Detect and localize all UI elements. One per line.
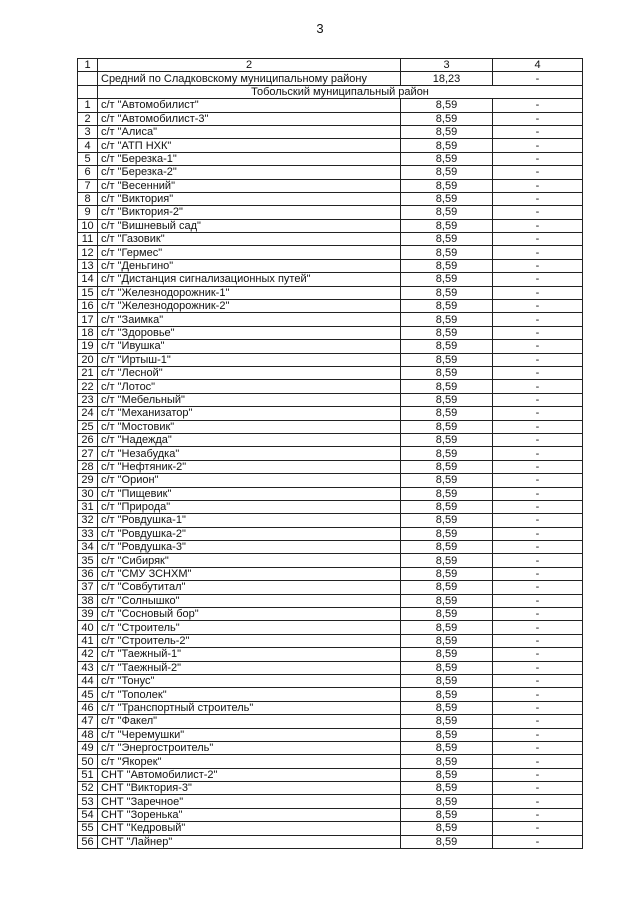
table-row <box>78 608 583 621</box>
table-row <box>78 795 583 808</box>
row-col4: - <box>493 206 583 219</box>
table-row <box>78 715 583 728</box>
row-number: 52 <box>78 782 98 795</box>
row-value: 8,59 <box>401 835 493 848</box>
row-col4: - <box>493 353 583 366</box>
row-number: 23 <box>78 393 98 406</box>
row-number: 56 <box>78 835 98 848</box>
row-name: с/т "Автомобилист-3" <box>98 112 401 125</box>
row-name: с/т "Вишневый сад" <box>98 219 401 232</box>
table-row <box>78 407 583 420</box>
row-col4: - <box>493 594 583 607</box>
row-name: с/т "Железнодорожник-2" <box>98 300 401 313</box>
table-row <box>78 822 583 835</box>
row-name: с/т "Ровдушка-3" <box>98 541 401 554</box>
row-value: 8,59 <box>401 728 493 741</box>
tariff-table <box>77 58 583 849</box>
table-row <box>78 313 583 326</box>
row-col4: - <box>493 554 583 567</box>
summary-value: 18,23 <box>401 72 493 85</box>
table-row <box>78 487 583 500</box>
table-row <box>78 99 583 112</box>
row-name: с/т "Виктория" <box>98 192 401 205</box>
row-value: 8,59 <box>401 688 493 701</box>
row-col4: - <box>493 581 583 594</box>
row-col4: - <box>493 835 583 848</box>
row-name: с/т "Березка-2" <box>98 166 401 179</box>
row-name: с/т "Ровдушка-1" <box>98 514 401 527</box>
row-number: 42 <box>78 648 98 661</box>
row-number: 32 <box>78 514 98 527</box>
table-body <box>78 59 583 849</box>
row-value: 8,59 <box>401 447 493 460</box>
row-name: с/т "Совбутитал" <box>98 581 401 594</box>
section-row <box>78 85 583 98</box>
section-num-cell <box>78 85 98 98</box>
table-row <box>78 835 583 848</box>
row-col4: - <box>493 433 583 446</box>
row-col4: - <box>493 634 583 647</box>
row-number: 8 <box>78 192 98 205</box>
row-value: 8,59 <box>401 219 493 232</box>
row-name: с/т "Черемушки" <box>98 728 401 741</box>
row-name: с/т "Алиса" <box>98 125 401 138</box>
row-col4: - <box>493 246 583 259</box>
row-name: с/т "Весенний" <box>98 179 401 192</box>
row-value: 8,59 <box>401 433 493 446</box>
row-number: 49 <box>78 741 98 754</box>
table-row <box>78 500 583 513</box>
table-row <box>78 152 583 165</box>
row-value: 8,59 <box>401 500 493 513</box>
row-name: с/т "Автомобилист" <box>98 99 401 112</box>
row-value: 8,59 <box>401 608 493 621</box>
table-row <box>78 326 583 339</box>
row-number: 17 <box>78 313 98 326</box>
table-row <box>78 179 583 192</box>
summary-label: Средний по Сладковскому муниципальному району <box>98 72 401 85</box>
row-value: 8,59 <box>401 139 493 152</box>
row-name: с/т "Механизатор" <box>98 407 401 420</box>
row-name: с/т "Нефтяник-2" <box>98 460 401 473</box>
row-value: 8,59 <box>401 179 493 192</box>
row-value: 8,59 <box>401 554 493 567</box>
table-row <box>78 541 583 554</box>
row-col4: - <box>493 233 583 246</box>
row-value: 8,59 <box>401 206 493 219</box>
row-value: 8,59 <box>401 326 493 339</box>
row-number: 34 <box>78 541 98 554</box>
row-name: с/т "Таежный-1" <box>98 648 401 661</box>
row-value: 8,59 <box>401 621 493 634</box>
table-row <box>78 554 583 567</box>
row-number: 24 <box>78 407 98 420</box>
row-value: 8,59 <box>401 594 493 607</box>
row-number: 5 <box>78 152 98 165</box>
table-row <box>78 139 583 152</box>
row-name: с/т "Березка-1" <box>98 152 401 165</box>
row-value: 8,59 <box>401 527 493 540</box>
row-value: 8,59 <box>401 715 493 728</box>
row-name: с/т "Заимка" <box>98 313 401 326</box>
row-value: 8,59 <box>401 768 493 781</box>
table-row <box>78 567 583 580</box>
row-value: 8,59 <box>401 125 493 138</box>
row-col4: - <box>493 541 583 554</box>
row-number: 21 <box>78 366 98 379</box>
row-number: 1 <box>78 99 98 112</box>
row-number: 18 <box>78 326 98 339</box>
row-value: 8,59 <box>401 782 493 795</box>
row-col4: - <box>493 487 583 500</box>
row-number: 31 <box>78 500 98 513</box>
row-value: 8,59 <box>401 246 493 259</box>
row-col4: - <box>493 326 583 339</box>
row-number: 20 <box>78 353 98 366</box>
table-row <box>78 340 583 353</box>
row-col4: - <box>493 688 583 701</box>
table-row <box>78 808 583 821</box>
table-row <box>78 621 583 634</box>
row-number: 27 <box>78 447 98 460</box>
row-number: 11 <box>78 233 98 246</box>
row-value: 8,59 <box>401 460 493 473</box>
table-row <box>78 380 583 393</box>
row-value: 8,59 <box>401 166 493 179</box>
row-number: 51 <box>78 768 98 781</box>
row-col4: - <box>493 99 583 112</box>
row-value: 8,59 <box>401 541 493 554</box>
row-number: 14 <box>78 273 98 286</box>
row-number: 29 <box>78 474 98 487</box>
row-number: 37 <box>78 581 98 594</box>
table-row <box>78 755 583 768</box>
row-value: 8,59 <box>401 661 493 674</box>
row-col4: - <box>493 166 583 179</box>
table-row <box>78 474 583 487</box>
row-value: 8,59 <box>401 487 493 500</box>
row-value: 8,59 <box>401 112 493 125</box>
row-name: с/т "АТП НХК" <box>98 139 401 152</box>
row-col4: - <box>493 474 583 487</box>
row-col4: - <box>493 728 583 741</box>
row-name: с/т "Солнышко" <box>98 594 401 607</box>
table-row <box>78 259 583 272</box>
table-row <box>78 728 583 741</box>
row-value: 8,59 <box>401 353 493 366</box>
row-col4: - <box>493 715 583 728</box>
row-value: 8,59 <box>401 808 493 821</box>
row-name: с/т "Тополек" <box>98 688 401 701</box>
row-number: 2 <box>78 112 98 125</box>
row-number: 28 <box>78 460 98 473</box>
row-name: с/т "Мостовик" <box>98 420 401 433</box>
table-row <box>78 594 583 607</box>
table-row <box>78 460 583 473</box>
row-name: с/т "Гермес" <box>98 246 401 259</box>
row-name: с/т "Железнодорожник-1" <box>98 286 401 299</box>
table-row <box>78 166 583 179</box>
row-number: 54 <box>78 808 98 821</box>
row-value: 8,59 <box>401 795 493 808</box>
table-row <box>78 447 583 460</box>
row-number: 30 <box>78 487 98 500</box>
row-number: 12 <box>78 246 98 259</box>
row-value: 8,59 <box>401 822 493 835</box>
row-value: 8,59 <box>401 286 493 299</box>
row-col4: - <box>493 273 583 286</box>
row-number: 25 <box>78 420 98 433</box>
row-col4: - <box>493 755 583 768</box>
row-col4: - <box>493 139 583 152</box>
table-row <box>78 219 583 232</box>
row-number: 41 <box>78 634 98 647</box>
row-value: 8,59 <box>401 366 493 379</box>
row-value: 8,59 <box>401 259 493 272</box>
table-row <box>78 233 583 246</box>
table-row <box>78 366 583 379</box>
row-col4: - <box>493 741 583 754</box>
row-value: 8,59 <box>401 233 493 246</box>
row-name: с/т "Газовик" <box>98 233 401 246</box>
header-cell-1: 1 <box>78 59 98 72</box>
row-number: 50 <box>78 755 98 768</box>
row-number: 10 <box>78 219 98 232</box>
row-number: 44 <box>78 674 98 687</box>
row-value: 8,59 <box>401 420 493 433</box>
table-row <box>78 648 583 661</box>
table-row <box>78 112 583 125</box>
row-number: 46 <box>78 701 98 714</box>
row-value: 8,59 <box>401 741 493 754</box>
row-name: с/т "Тонус" <box>98 674 401 687</box>
row-name: с/т "СМУ ЗСНХМ" <box>98 567 401 580</box>
row-name: с/т "Мебельный" <box>98 393 401 406</box>
row-number: 55 <box>78 822 98 835</box>
row-col4: - <box>493 300 583 313</box>
row-name: с/т "Лотос" <box>98 380 401 393</box>
row-number: 6 <box>78 166 98 179</box>
row-number: 36 <box>78 567 98 580</box>
table-row <box>78 782 583 795</box>
section-title: Тобольский муниципальный район <box>98 85 583 98</box>
table-row <box>78 688 583 701</box>
row-name: СНТ "Кедровый" <box>98 822 401 835</box>
summary-col4: - <box>493 72 583 85</box>
summary-row <box>78 72 583 85</box>
page-number: 3 <box>316 21 324 36</box>
table-row <box>78 661 583 674</box>
row-number: 4 <box>78 139 98 152</box>
row-name: с/т "Факел" <box>98 715 401 728</box>
row-col4: - <box>493 286 583 299</box>
row-col4: - <box>493 112 583 125</box>
table-row <box>78 433 583 446</box>
row-col4: - <box>493 393 583 406</box>
row-name: с/т "Строитель" <box>98 621 401 634</box>
row-col4: - <box>493 782 583 795</box>
row-col4: - <box>493 420 583 433</box>
row-value: 8,59 <box>401 634 493 647</box>
table-row <box>78 353 583 366</box>
row-col4: - <box>493 447 583 460</box>
table-row <box>78 393 583 406</box>
row-number: 40 <box>78 621 98 634</box>
row-col4: - <box>493 648 583 661</box>
row-number: 16 <box>78 300 98 313</box>
row-name: СНТ "Автомобилист-2" <box>98 768 401 781</box>
row-name: с/т "Пищевик" <box>98 487 401 500</box>
row-number: 39 <box>78 608 98 621</box>
row-number: 33 <box>78 527 98 540</box>
row-value: 8,59 <box>401 393 493 406</box>
row-col4: - <box>493 822 583 835</box>
row-number: 48 <box>78 728 98 741</box>
table-row <box>78 527 583 540</box>
row-value: 8,59 <box>401 581 493 594</box>
row-col4: - <box>493 608 583 621</box>
row-col4: - <box>493 219 583 232</box>
row-col4: - <box>493 661 583 674</box>
row-number: 3 <box>78 125 98 138</box>
table-row <box>78 581 583 594</box>
row-name: с/т "Надежда" <box>98 433 401 446</box>
row-value: 8,59 <box>401 701 493 714</box>
row-value: 8,59 <box>401 407 493 420</box>
row-col4: - <box>493 514 583 527</box>
row-number: 22 <box>78 380 98 393</box>
row-name: с/т "Сибиряк" <box>98 554 401 567</box>
header-cell-2: 2 <box>98 59 401 72</box>
row-number: 53 <box>78 795 98 808</box>
row-name: с/т "Незабудка" <box>98 447 401 460</box>
table-row <box>78 246 583 259</box>
table-row <box>78 674 583 687</box>
row-value: 8,59 <box>401 99 493 112</box>
row-name: с/т "Ивушка" <box>98 340 401 353</box>
row-name: с/т "Строитель-2" <box>98 634 401 647</box>
header-cell-4: 4 <box>493 59 583 72</box>
row-number: 35 <box>78 554 98 567</box>
row-col4: - <box>493 808 583 821</box>
row-col4: - <box>493 567 583 580</box>
row-number: 43 <box>78 661 98 674</box>
row-col4: - <box>493 500 583 513</box>
row-name: с/т "Лесной" <box>98 366 401 379</box>
row-name: с/т "Дистанция сигнализационных путей" <box>98 273 401 286</box>
table-row <box>78 634 583 647</box>
row-col4: - <box>493 340 583 353</box>
row-name: с/т "Иртыш-1" <box>98 353 401 366</box>
row-col4: - <box>493 795 583 808</box>
row-value: 8,59 <box>401 313 493 326</box>
row-number: 26 <box>78 433 98 446</box>
table-row <box>78 420 583 433</box>
table-row <box>78 192 583 205</box>
row-number: 19 <box>78 340 98 353</box>
row-value: 8,59 <box>401 273 493 286</box>
row-value: 8,59 <box>401 648 493 661</box>
row-col4: - <box>493 192 583 205</box>
row-value: 8,59 <box>401 192 493 205</box>
row-col4: - <box>493 460 583 473</box>
row-number: 15 <box>78 286 98 299</box>
row-col4: - <box>493 407 583 420</box>
table-row <box>78 300 583 313</box>
row-value: 8,59 <box>401 300 493 313</box>
row-name: СНТ "Заречное" <box>98 795 401 808</box>
row-col4: - <box>493 179 583 192</box>
table-row <box>78 741 583 754</box>
row-col4: - <box>493 125 583 138</box>
row-number: 38 <box>78 594 98 607</box>
row-number: 47 <box>78 715 98 728</box>
table-row <box>78 768 583 781</box>
row-value: 8,59 <box>401 674 493 687</box>
header-cell-3: 3 <box>401 59 493 72</box>
row-number: 9 <box>78 206 98 219</box>
row-value: 8,59 <box>401 152 493 165</box>
row-value: 8,59 <box>401 474 493 487</box>
row-name: с/т "Энергостроитель" <box>98 741 401 754</box>
table-row <box>78 514 583 527</box>
row-name: СНТ "Виктория-3" <box>98 782 401 795</box>
row-number: 7 <box>78 179 98 192</box>
row-name: с/т "Орион" <box>98 474 401 487</box>
row-col4: - <box>493 366 583 379</box>
row-col4: - <box>493 380 583 393</box>
table-row <box>78 273 583 286</box>
row-name: с/т "Сосновый бор" <box>98 608 401 621</box>
table-row <box>78 286 583 299</box>
table-row <box>78 125 583 138</box>
row-name: СНТ "Лайнер" <box>98 835 401 848</box>
row-name: с/т "Деньгино" <box>98 259 401 272</box>
table-header-row <box>78 59 583 72</box>
row-number: 13 <box>78 259 98 272</box>
row-col4: - <box>493 313 583 326</box>
row-name: с/т "Виктория-2" <box>98 206 401 219</box>
row-col4: - <box>493 527 583 540</box>
row-value: 8,59 <box>401 340 493 353</box>
row-name: с/т "Здоровье" <box>98 326 401 339</box>
row-number: 45 <box>78 688 98 701</box>
row-col4: - <box>493 701 583 714</box>
row-name: с/т "Транспортный строитель" <box>98 701 401 714</box>
row-col4: - <box>493 152 583 165</box>
row-col4: - <box>493 674 583 687</box>
row-name: с/т "Якорек" <box>98 755 401 768</box>
row-value: 8,59 <box>401 380 493 393</box>
row-name: с/т "Природа" <box>98 500 401 513</box>
table-row <box>78 701 583 714</box>
row-col4: - <box>493 768 583 781</box>
row-name: с/т "Ровдушка-2" <box>98 527 401 540</box>
row-col4: - <box>493 621 583 634</box>
summary-num-cell <box>78 72 98 85</box>
row-name: СНТ "Зоренька" <box>98 808 401 821</box>
row-value: 8,59 <box>401 567 493 580</box>
table-row <box>78 206 583 219</box>
row-name: с/т "Таежный-2" <box>98 661 401 674</box>
row-value: 8,59 <box>401 755 493 768</box>
row-value: 8,59 <box>401 514 493 527</box>
row-col4: - <box>493 259 583 272</box>
